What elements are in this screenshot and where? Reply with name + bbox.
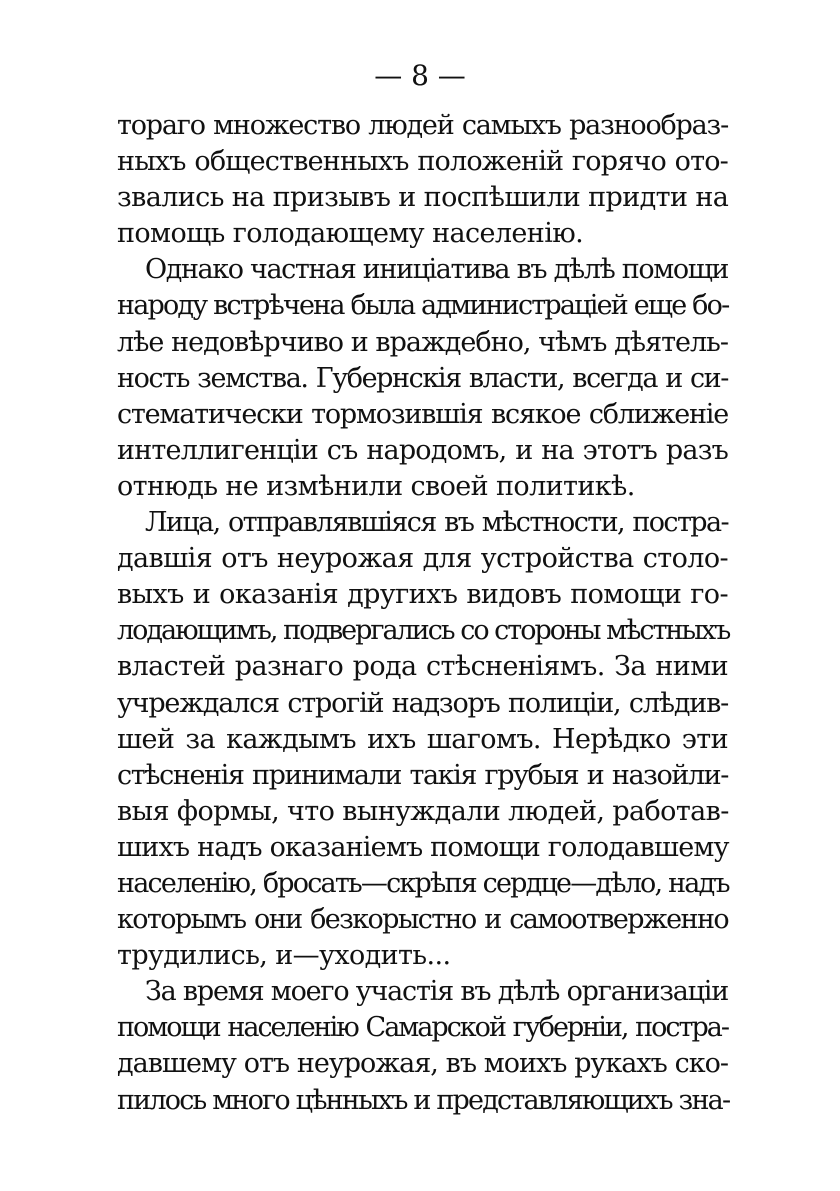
text-line: трудились, и—уходить... [117,940,451,972]
page-number: — 8 — [374,59,466,92]
text-line: лодающимъ, подвергались со стороны мѣстныхъ [117,615,730,647]
text-line: Однако частная иниціатива въ дѣлѣ помощи [145,254,728,286]
paragraph-2 [117,252,728,505]
paragraph-3 [117,505,728,974]
text-line: звались на призывъ и поспѣшили придти на [117,182,729,214]
paragraph-4 [117,974,728,1118]
text-line: интеллигенціи съ народомъ, и на этотъ разъ [117,434,728,466]
text-line: учреждался строгій надзоръ полиціи, слѣдив- [117,687,728,719]
text-line: населенію, бросать—скрѣпя сердце—дѣло, надъ [117,867,729,899]
text-line: которымъ они безкорыстно и самоотверженно [117,904,728,936]
text-line: шихъ надъ оказаніемъ помощи голодавшему [117,831,729,863]
text-line: Лица, отправлявшіяся въ мѣстности, постра- [145,507,728,539]
text-line: стѣсненія принимали такія грубыя и назойли- [117,759,728,791]
text-line: помощь голодающему населенію. [117,218,584,250]
text-line: тораго множество людей самыхъ разнообраз- [117,110,728,141]
text-line: лѣе недовѣрчиво и враждебно, чѣмъ дѣятель- [117,326,728,358]
text-line: властей разнаго рода стѣсненіямъ. За ними [117,651,728,683]
text-line: помощи населенію Самарской губерніи, постра- [117,1012,728,1044]
text-line: выя формы, что вынуждали людей, работав- [117,795,729,827]
text-line: ныхъ общественныхъ положеній горячо ото- [117,146,728,178]
text-line: давшія отъ неурожая для устройства столо- [117,543,728,575]
text-line: выхъ и оказанія другихъ видовъ помощи го- [117,579,728,611]
text-line: отнюдь не измѣнили своей политикѣ. [117,470,635,502]
text-line: За время моего участія въ дѣлѣ организаціи [145,976,729,1008]
text-line: давшему отъ неурожая, въ моихъ рукахъ ско- [117,1048,728,1080]
text-line: стематически тормозившія всякое сближеніе [117,398,728,430]
text-line: народу встрѣчена была администраціей еще бо- [117,290,729,322]
text-line: шей за каждымъ ихъ шагомъ. Нерѣдко эти [117,723,728,755]
body-text [117,108,728,1119]
paragraph-1 [117,108,728,252]
text-line: пилось много цѣнныхъ и представляющихъ зна- [117,1084,730,1116]
text-line: ность земства. Губернскія власти, всегда и си- [117,362,728,394]
